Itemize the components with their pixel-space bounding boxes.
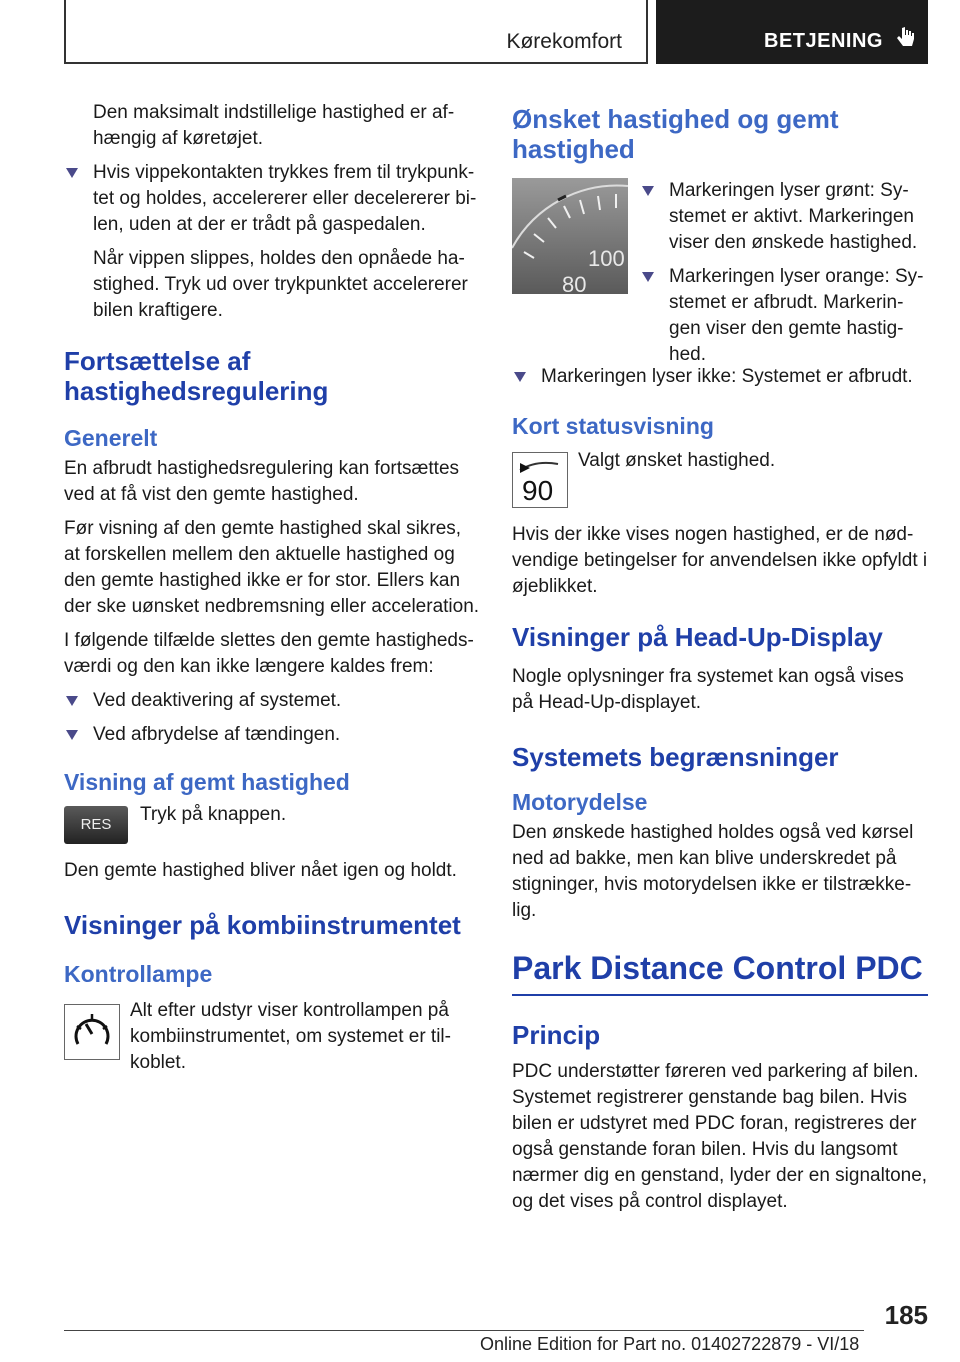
list-item: Ved deaktivering af systemet. (64, 688, 480, 714)
paragraph: Tryk på knappen. (140, 804, 287, 825)
gauge-row (512, 178, 928, 365)
paragraph: Når vippen slippes, holdes den opnåede ha-stighed. Tryk ud over trykpunktet accelererer bilen kraftigere. (93, 248, 468, 321)
header-chapter-tab (656, 0, 928, 64)
triangle-bullet-icon (642, 186, 654, 196)
heading-onsket: Ønsket hastighed og gemt hastighed (512, 104, 839, 164)
heading-kort-status: Kort statusvisning (512, 413, 714, 439)
heading-kombiinstrument: Visninger på kombiinstrumentet (64, 910, 461, 940)
paragraph: Den ønskede hastighed holdes også ved kørsel ned ad bakke, men kan blive underskredet på stigninger, hvis motorydelsen ikke er tilstrække-lig. (512, 822, 914, 921)
triangle-bullet-icon (66, 168, 78, 178)
header-section-title: Kørekomfort (506, 30, 622, 53)
paragraph: En afbrudt hastighedsregulering kan fortsættes ved at få vist den gemte hastighed. (64, 458, 460, 505)
hand-pointer-icon (894, 26, 916, 52)
left-column (64, 100, 480, 1088)
footer-divider (64, 1330, 864, 1331)
heading-princip: Princip (512, 1020, 601, 1050)
heading-motorydelse: Motorydelse (512, 789, 648, 815)
heading-pdc: Park Distance Control PDC (512, 948, 928, 996)
paragraph: Alt efter udstyr viser kontrollampen på kombiinstrumentet, om systemet er til-koblet. (130, 1000, 451, 1073)
footer-edition: Online Edition for Part no. 01402722879 - VI/18 (480, 1334, 860, 1354)
kontrollampe-row (64, 998, 480, 1088)
triangle-bullet-icon (66, 730, 78, 740)
cruise-control-lamp-icon (64, 1004, 120, 1060)
paragraph: Før visning af den gemte hastighed skal sikres, at forskellen mellem den aktuelle hastighed og den gemte hastighed ikke er for stor. Ellers kan der ske uønsket nedbremsning eller acceleration. (64, 518, 480, 617)
list-item: Ved afbrydelse af tændingen. (64, 722, 480, 748)
speed-90-label: 90 (522, 475, 554, 506)
list-item: Markeringen lyser ikke: Systemet er afbrudt. (512, 364, 928, 390)
paragraph: Valgt ønsket hastighed. (578, 450, 776, 471)
list-item: Markeringen lyser orange: Sy-stemet er afbrudt. Markerin-gen viser den gemte hastig-hed. (640, 264, 930, 368)
list-item: Hvis vippekontakten trykkes frem til trykpunk-tet og holdes, accelererer eller decelererer bi-len, uden at der er trådt på gaspedalen. (64, 160, 480, 238)
paragraph: Den maksimalt indstillelige hastighed er af-hængig af køretøjet. (93, 102, 455, 149)
gauge-label-80: 80 (562, 272, 587, 294)
list-item: Markeringen lyser grønt: Sy-stemet er aktivt. Markeringen viser den ønskede hastighed. (640, 178, 930, 256)
right-column (512, 100, 928, 1223)
heading-visning-gemt: Visning af gemt hastighed (64, 769, 350, 795)
triangle-bullet-icon (514, 372, 526, 382)
paragraph: Den gemte hastighed bliver nået igen og holdt. (64, 860, 457, 881)
paragraph: Nogle oplysninger fra systemet kan også vises på Head-Up-displayet. (512, 666, 904, 713)
paragraph: Hvis der ikke vises nogen hastighed, er de nød-vendige betingelser for anvendelsen ikke opfyldt i øjeblikket. (512, 524, 928, 597)
heading-hud: Visninger på Head-Up-Display (512, 622, 883, 652)
res-row (64, 802, 480, 848)
gauge-label-100: 100 (588, 246, 625, 271)
speed-90-icon (512, 452, 568, 508)
page-number: 185 (884, 1300, 928, 1330)
paragraph: I følgende tilfælde slettes den gemte hastigheds-værdi og den kan ikke længere kaldes frem: (64, 630, 474, 677)
heading-generelt: Generelt (64, 425, 158, 451)
gauge-bullets (640, 178, 930, 376)
res-button-icon: RES (64, 806, 128, 844)
triangle-bullet-icon (642, 272, 654, 282)
paragraph: PDC understøtter føreren ved parkering af bilen. Systemet registrerer genstande bag bilen. Hvis bilen er udstyret med PDC foran, registreres der også genstande foran bilen. Hvis du langsomt nærmer dig en genstand, lyder der en signaltone, og det vises på control displayet. (512, 1061, 928, 1212)
header-chapter-label: BETJENING (764, 30, 883, 52)
speedometer-gauge-image (512, 178, 628, 294)
status-row (512, 448, 928, 510)
triangle-bullet-icon (66, 696, 78, 706)
heading-fortsaettelse: Fortsættelse af hastighedsregulering (64, 346, 329, 406)
heading-begraensninger: Systemets begrænsninger (512, 742, 839, 772)
heading-kontrollampe: Kontrollampe (64, 961, 213, 987)
